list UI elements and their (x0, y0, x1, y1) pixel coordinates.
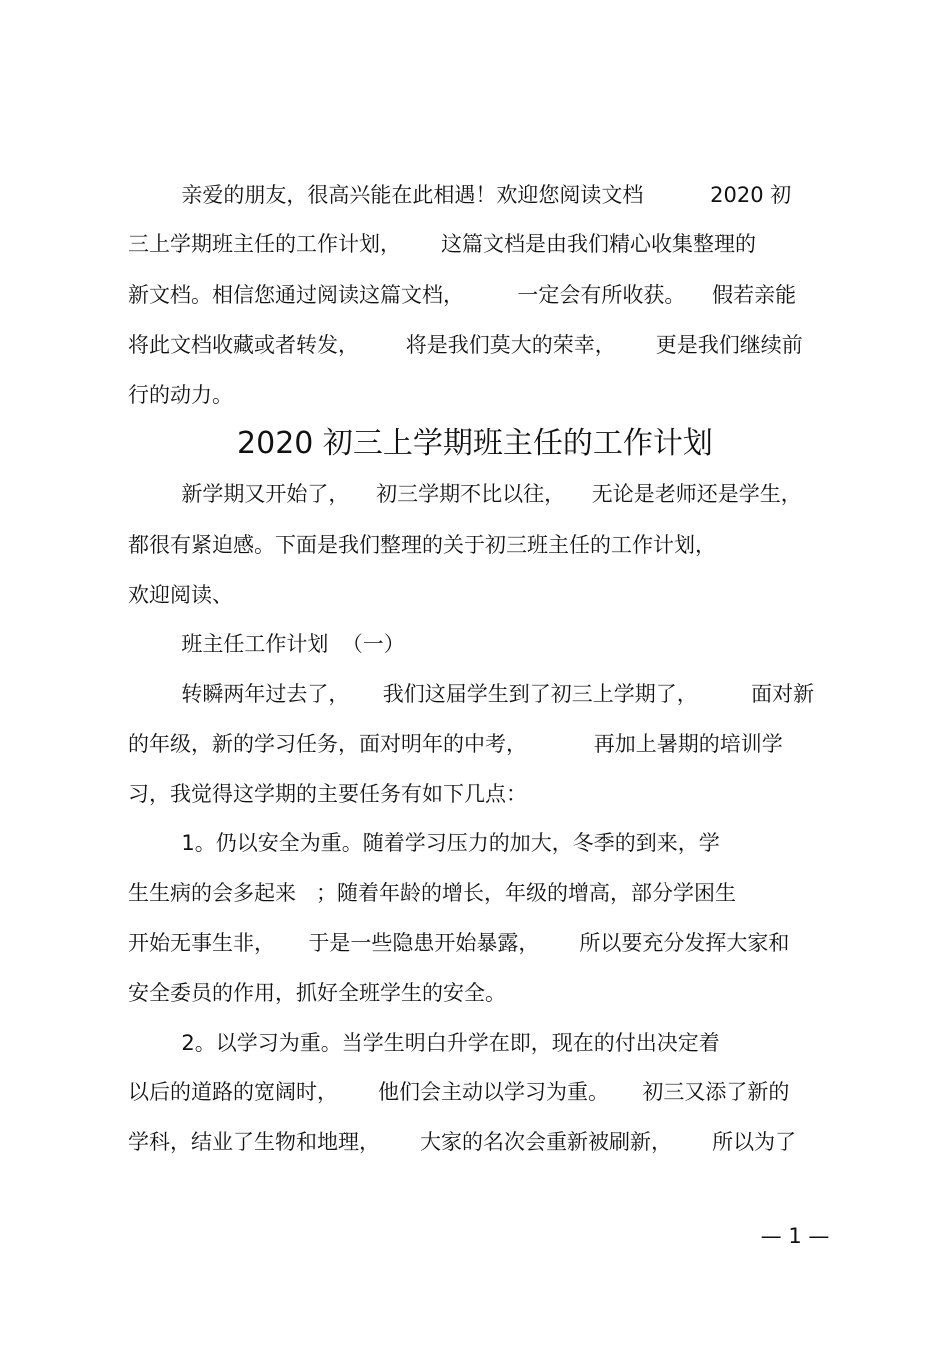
document-title: 2020 初三上学期班主任的工作计划 (237, 426, 713, 461)
body-line-14: 学科，结业了生物和地理， 大家的名次会重新被刷新， 所以为了 (128, 1130, 797, 1154)
body-line-1: 新学期又开始了， 初三学期不比以往， 无论是老师还是学生， (128, 482, 802, 506)
intro-line-4: 将此文档收藏或者转发， 将是我们莫大的荣幸， 更是我们继续前 (128, 333, 803, 357)
body-line-3: 欢迎阅读、 (128, 583, 233, 607)
body-line-9: 生生病的会多起来 ；随着年龄的增长，年级的增高，部分学困生 (128, 881, 737, 905)
body-line-10: 开始无事生非， 于是一些隐患开始暴露， 所以要充分发挥大家和 (128, 931, 790, 955)
intro-line-5: 行的动力。 (128, 383, 233, 407)
intro-line-1: 亲爱的朋友，很高兴能在此相遇！欢迎您阅读文档 2020 初 (128, 183, 792, 207)
body-line-8: 1。仍以安全为重。随着学习压力的加大，冬季的到来，学 (128, 831, 720, 855)
body-line-5: 转瞬两年过去了， 我们这届学生到了初三上学期了， 面对新 (128, 682, 815, 706)
intro-line-2: 三上学期班主任的工作计划， 这篇文档是由我们精心收集整理的 (128, 232, 757, 256)
body-line-7: 习，我觉得这学期的主要任务有如下几点： (128, 782, 527, 806)
body-line-13: 以后的道路的宽阔时， 他们会主动以学习为重。 初三又添了新的 (128, 1080, 790, 1104)
body-line-6: 的年级，新的学习任务，面对明年的中考， 再加上暑期的培训学 (128, 732, 783, 756)
section-heading: 班主任工作计划 （一） (128, 632, 405, 656)
body-line-11: 安全委员的作用，抓好全班学生的安全。 (128, 981, 506, 1005)
body-line-2: 都很有紧迫感。下面是我们整理的关于初三班主任的工作计划， (128, 533, 716, 557)
body-line-12: 2。以学习为重。当学生明白升学在即，现在的付出决定着 (128, 1031, 720, 1055)
intro-line-3: 新文档。相信您通过阅读这篇文档， 一定会有所收获。 假若亲能 (128, 283, 797, 307)
page-number: — 1 — (760, 1224, 830, 1248)
